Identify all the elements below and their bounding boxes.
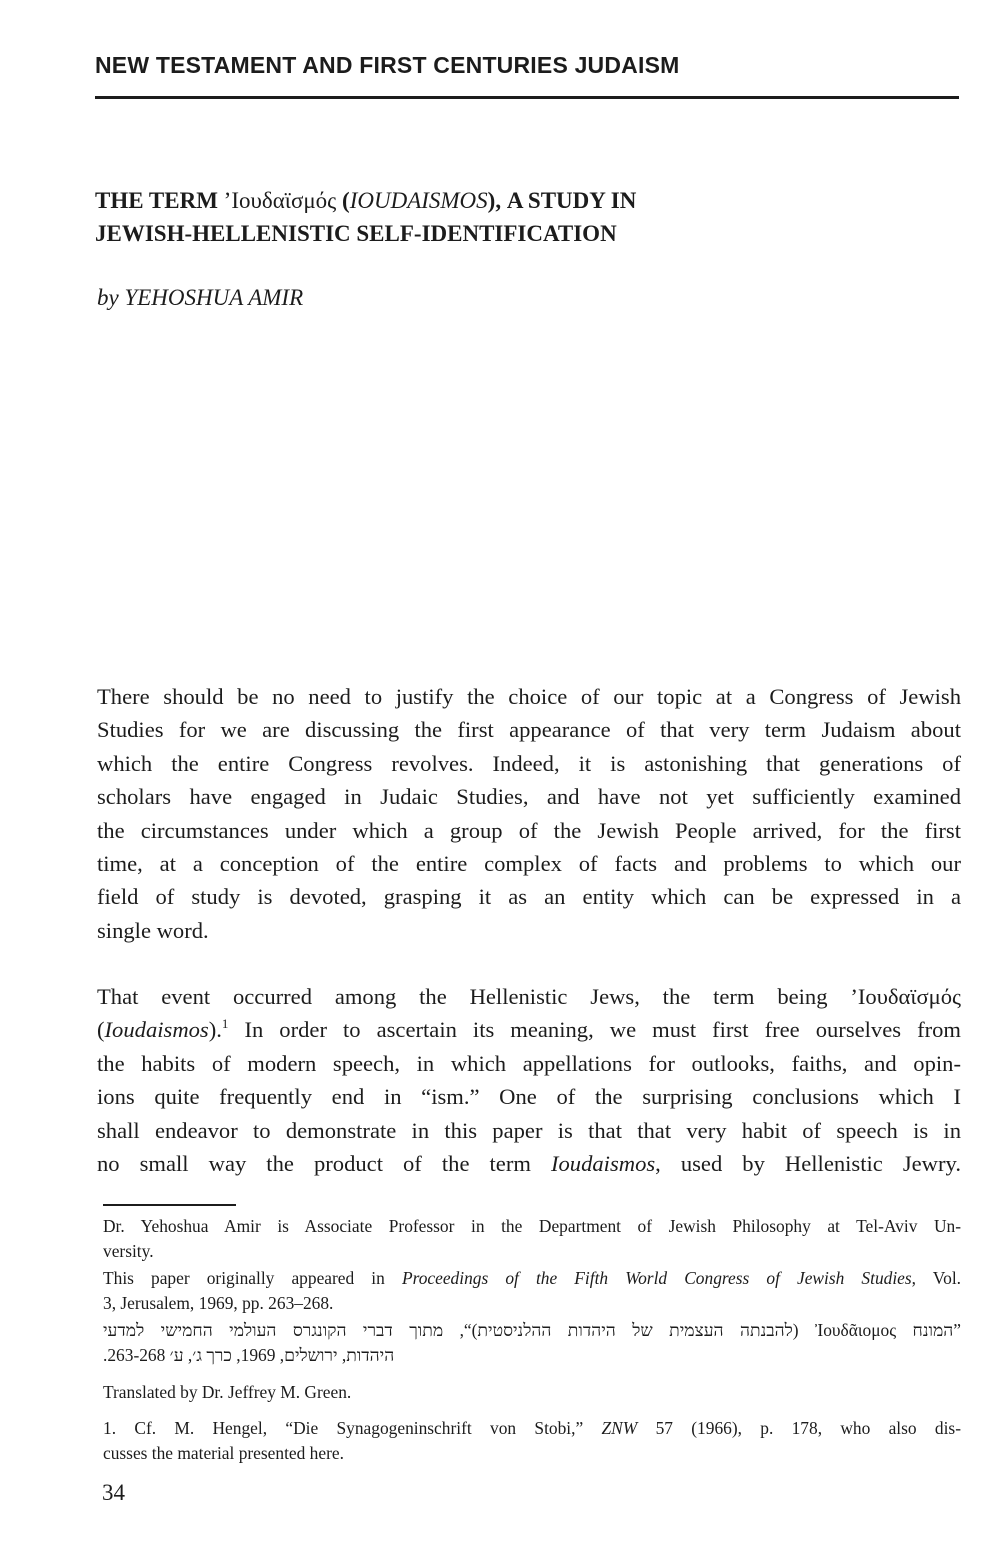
note-line: cusses the material presented here. xyxy=(103,1443,344,1463)
title-line-2: JEWISH-HELLENISTIC SELF-IDENTIFICATION xyxy=(95,221,617,246)
note-line: This paper originally appeared in Proceedings of the Fifth World Congress of Jewish Studies, Vol. xyxy=(103,1268,961,1288)
text-line: That event occurred among the Hellenistic Jews, the term being ’Ιουδαϊσμός xyxy=(97,984,961,1009)
author-name: YEHOSHUA AMIR xyxy=(124,285,304,310)
note-line: ”המונח Ἰουδᾶιομος (להבנתה העצמית של היהדות ההלניסטית)“, מתוך דברי הקונגרס העולמי החמישי למדעי xyxy=(103,1320,961,1340)
text-line: Studies for we are discussing the first appearance of that very term Judaism about xyxy=(97,717,961,743)
text-line: shall endeavor to demonstrate in this paper is that that very habit of speech is in xyxy=(97,1117,961,1143)
text-line: (Ioudaismos).$^1$ In order to ascertain its meaning, we must first free ourselves from xyxy=(97,1016,961,1043)
running-head: NEW TESTAMENT AND FIRST CENTURIES JUDAISM xyxy=(95,52,680,78)
footnote-rule xyxy=(103,1204,236,1206)
note-line: Dr. Yehoshua Amir is Associate Professor in the Department of Jewish Philosophy at Tel-Aviv Un- xyxy=(103,1216,961,1236)
text-line: the circumstances under which a group of the Jewish People arrived, for the first xyxy=(97,817,961,843)
text-line: ions quite frequently end in “ism.” One of the surprising conclusions which I xyxy=(97,1084,961,1110)
publication-note xyxy=(103,1266,961,1316)
note-line: 3, Jerusalem, 1969, pp. 263–268. xyxy=(103,1293,334,1313)
page-number: 34 xyxy=(102,1480,125,1505)
text-line: the habits of modern speech, in which appellations for outlooks, faiths, and opin- xyxy=(97,1050,961,1076)
translator-note xyxy=(103,1380,961,1405)
text-line: no small way the product of the term Ioudaismos, used by Hellenistic Jewry. xyxy=(97,1151,961,1177)
title-line-1: THE TERM ’Ιουδαϊσμός (IOUDAISMOS), A STUDY IN xyxy=(95,188,637,213)
author-note xyxy=(103,1214,961,1264)
body-paragraph-2 xyxy=(97,980,961,1180)
text-line: which the entire Congress revolves. Indeed, it is astonishing that generations of xyxy=(97,750,961,776)
note-line: versity. xyxy=(103,1241,154,1261)
note-line: Translated by Dr. Jeffrey M. Green. xyxy=(103,1382,352,1402)
hebrew-note xyxy=(103,1318,961,1368)
text-line: There should be no need to justify the choice of our topic at a Congress of Jewish xyxy=(97,684,961,709)
note-line: 1. Cf. M. Hengel, “Die Synagogeninschrift von Stobi,” ZNW 57 (1966), p. 178, who also dis- xyxy=(103,1418,961,1438)
footnote-1 xyxy=(103,1416,961,1466)
header-rule xyxy=(95,96,959,99)
text-line: field of study is devoted, grasping it as an entity which can be expressed in a xyxy=(97,884,961,910)
byline: by YEHOSHUA AMIR xyxy=(97,285,304,310)
body-paragraph-1 xyxy=(97,680,961,947)
text-line: scholars have engaged in Judaic Studies, and have not yet sufficiently examined xyxy=(97,784,961,810)
note-line: היהדות, ירושלים, 1969, כרך ג׳, ע׳ 263-268. xyxy=(103,1345,395,1365)
text-line: time, at a conception of the entire complex of facts and problems to which our xyxy=(97,851,961,877)
article-title xyxy=(95,184,959,250)
footnote-ref-1[interactable]: 1 xyxy=(221,1016,229,1032)
text-line: single word. xyxy=(97,917,209,943)
